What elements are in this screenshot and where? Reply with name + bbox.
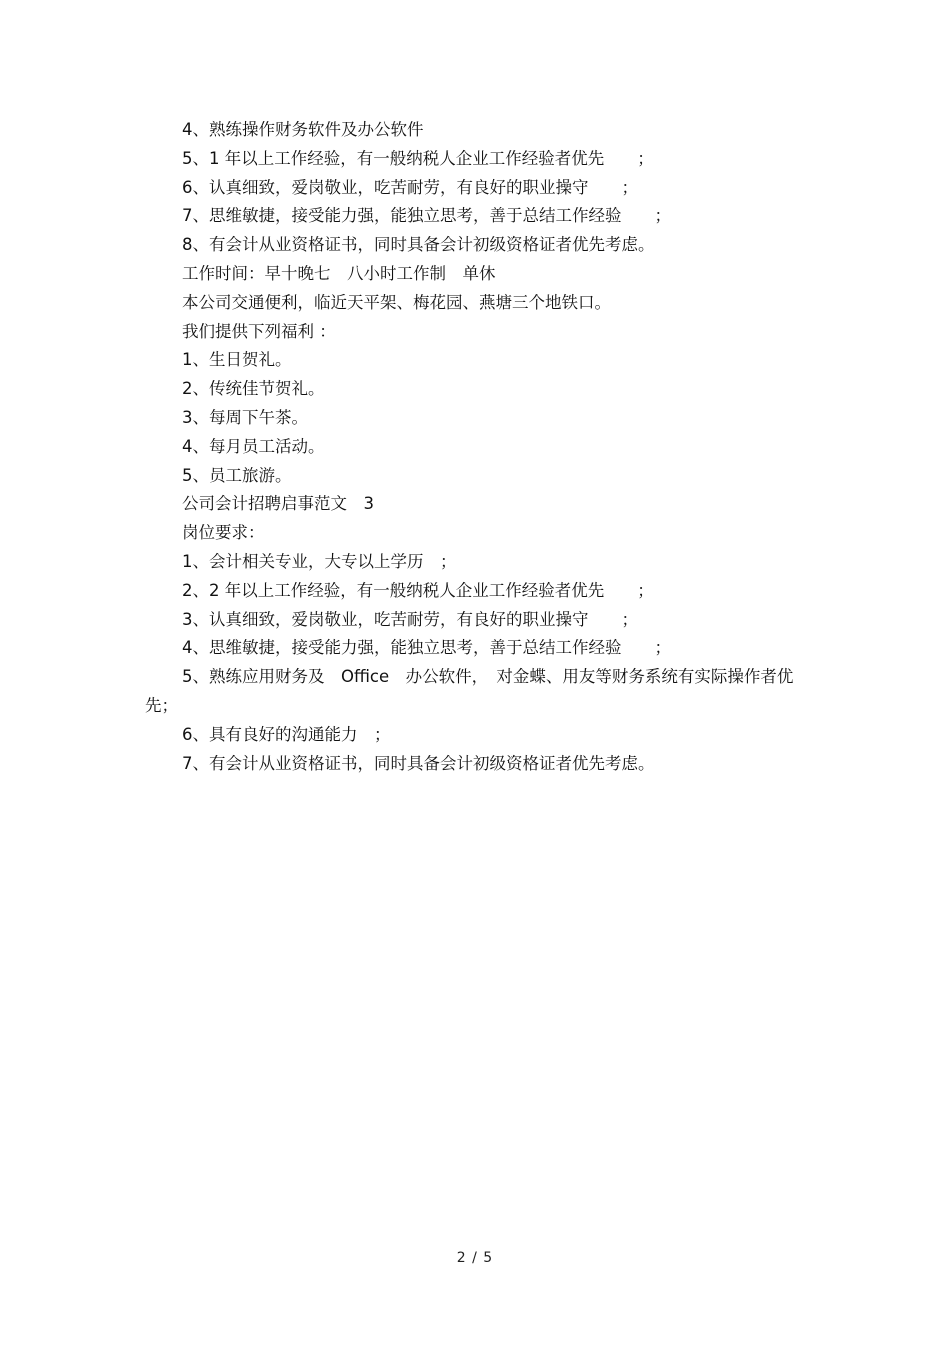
text-line: 工作时间：早十晚七 八小时工作制 单休	[182, 263, 496, 283]
text-line: 1、会计相关专业，大专以上学历 ；	[182, 551, 457, 571]
text-line: 5、员工旅游。	[182, 465, 292, 485]
text-line: 4、思维敏捷，接受能力强，能独立思考，善于总结工作经验 ；	[182, 638, 671, 658]
text-line: 4、熟练操作财务软件及办公软件	[182, 120, 424, 139]
section-heading: 公司会计招聘启事范文 3	[182, 494, 374, 514]
text-line-wrapped: 5、熟练应用财务及 Office 办公软件， 对金蝶、用友等财务系统有实际操作者优先；	[145, 667, 794, 715]
text-line: 6、具有良好的沟通能力 ；	[182, 724, 391, 744]
text-line: 8、有会计从业资格证书，同时具备会计初级资格证者优先考虑。	[182, 235, 655, 255]
text-line: 2、2 年以上工作经验，有一般纳税人企业工作经验者优先 ；	[182, 580, 654, 600]
text-line: 本公司交通便利，临近天平架、梅花园、燕塘三个地铁口。	[182, 292, 611, 312]
text-line: 7、思维敏捷，接受能力强，能独立思考，善于总结工作经验 ；	[182, 206, 671, 226]
text-line: 2、传统佳节贺礼。	[182, 379, 325, 399]
text-line: 3、认真细致，爱岗敬业，吃苦耐劳，有良好的职业操守 ；	[182, 609, 638, 629]
text-line: 6、认真细致，爱岗敬业，吃苦耐劳，有良好的职业操守 ；	[182, 177, 638, 197]
text-line: 4、每月员工活动。	[182, 436, 325, 456]
text-line: 7、有会计从业资格证书，同时具备会计初级资格证者优先考虑。	[182, 753, 655, 773]
text-line: 5、1 年以上工作经验，有一般纳税人企业工作经验者优先 ；	[182, 148, 654, 168]
text-line: 岗位要求：	[182, 523, 265, 543]
page-number: 2 / 5	[456, 1250, 494, 1266]
text-line: 1、生日贺礼。	[182, 350, 292, 370]
text-line: 我们提供下列福利 ：	[182, 321, 336, 341]
text-line: 3、每周下午茶。	[182, 407, 308, 427]
document-body	[145, 116, 805, 778]
